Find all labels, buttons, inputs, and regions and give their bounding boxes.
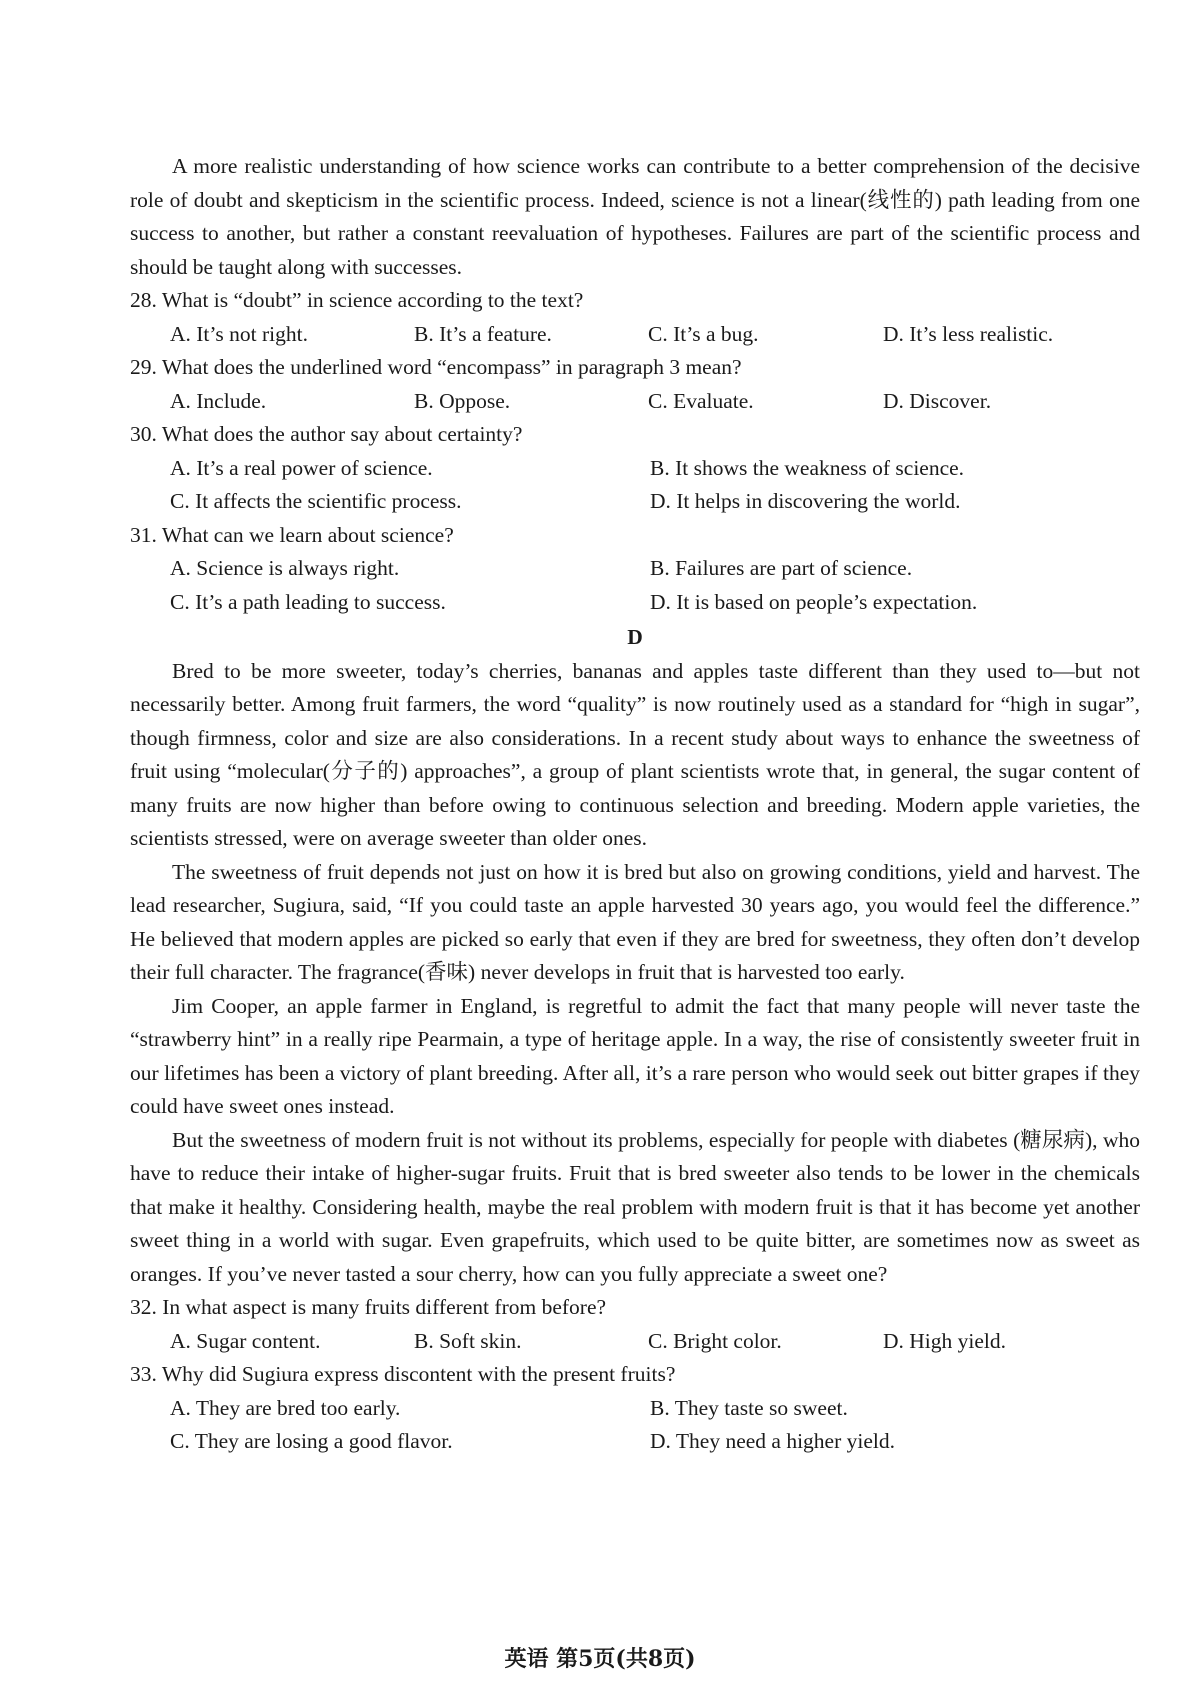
option-b: B. Failures are part of science. [650, 556, 913, 580]
question-stem: 28. What is “doubt” in science according to the text? [130, 288, 584, 312]
options-row [130, 385, 1140, 419]
options-grid [130, 1392, 1140, 1459]
option-c: C. Bright color. [648, 1328, 782, 1353]
question-33 [130, 1358, 1140, 1459]
option-a: A. They are bred too early. [170, 1395, 401, 1420]
option-c: C. It’s a path leading to success. [170, 589, 446, 614]
page-footer: 英语 第5页(共8页) [504, 1646, 696, 1672]
question-28 [130, 284, 1140, 351]
section-heading: D [627, 625, 643, 649]
question-stem: 30. What does the author say about certainty? [130, 422, 523, 446]
passage-paragraph: A more realistic understanding of how science works can contribute to a better comprehension of the decisive role of doubt and skepticism in the scientific process. Indeed, science is not a linear(线性的) path leading from one success to another, but rather a constant reevaluation of hypotheses. Failures are part of the scientific process and should be taught along with successes. [130, 154, 1140, 279]
options-grid [130, 452, 1140, 519]
option-a: A. It’s not right. [170, 321, 308, 346]
question-32 [130, 1291, 1140, 1358]
option-a: A. Include. [170, 388, 267, 413]
options-grid [130, 552, 1140, 619]
option-c: C. It’s a bug. [648, 321, 759, 346]
passage-paragraph: Jim Cooper, an apple farmer in England, is regretful to admit the fact that many people will never taste the “strawberry hint” in a really ripe Pearmain, a type of heritage apple. In a way, the rise of consistently sweeter fruit in our lifetimes has been a victory of plant breeding. After all, it’s a rare person who would seek out bitter grapes if they could have sweet ones instead. [130, 993, 1140, 1118]
option-d: D. They need a higher yield. [650, 1429, 895, 1453]
option-d: D. It’s less realistic. [883, 321, 1054, 346]
option-c: C. It affects the scientific process. [170, 489, 462, 513]
options-row [130, 1325, 1140, 1359]
option-b: B. Oppose. [414, 388, 511, 413]
option-d: D. High yield. [883, 1328, 1007, 1353]
option-b: B. It shows the weakness of science. [650, 455, 965, 480]
passage-paragraph: The sweetness of fruit depends not just on how it is bred but also on growing conditions, yield and harvest. The lead researcher, Sugiura, said, “If you could taste an apple harvested 30 years ago, you would feel the difference.” He believed that modern apples are picked so early that even if they are bred for sweetness, they often don’t develop their full character. The fragrance(香味) never develops in fruit that is harvested too early. [130, 859, 1140, 984]
question-stem: 29. What does the underlined word “encompass” in paragraph 3 mean? [130, 355, 742, 379]
option-a: A. Science is always right. [170, 556, 400, 580]
option-a: A. Sugar content. [170, 1328, 321, 1353]
option-c: C. Evaluate. [648, 388, 754, 413]
question-stem: 32. In what aspect is many fruits different from before? [130, 1295, 607, 1319]
option-d: D. It helps in discovering the world. [650, 489, 961, 513]
question-30 [130, 418, 1140, 519]
question-31 [130, 519, 1140, 620]
option-b: B. Soft skin. [414, 1328, 522, 1353]
question-29 [130, 351, 1140, 418]
option-c: C. They are losing a good flavor. [170, 1429, 453, 1453]
passage-paragraph: But the sweetness of modern fruit is not without its problems, especially for people with diabetes (糖尿病), who have to reduce their intake of higher-sugar fruits. Fruit that is bred sweeter also tends to be lower in the chemicals that make it healthy. Considering health, maybe the real problem with modern fruit is that it has become yet another sweet thing in a world with sugar. Even grapefruits, which used to be quite bitter, are sometimes now as sweet as oranges. If you’ve never tasted a sour cherry, how can you fully appreciate a sweet one? [130, 1127, 1140, 1286]
exam-page [130, 150, 1140, 1459]
passage-paragraph: Bred to be more sweeter, today’s cherries, bananas and apples taste different than they used to—but not necessarily better. Among fruit farmers, the word “quality” is now routinely used as a standard for “high in sugar”, though firmness, color and size are also considerations. In a recent study about ways to enhance the sweetness of fruit using “molecular(分子的) approaches”, a group of plant scientists wrote that, in general, the sugar content of many fruits are now higher than before owing to continuous selection and breeding. Modern apple varieties, the scientists stressed, were on average sweeter than older ones. [130, 658, 1140, 850]
option-b: B. They taste so sweet. [650, 1395, 848, 1420]
options-row [130, 318, 1140, 352]
question-stem: 33. Why did Sugiura express discontent with the present fruits? [130, 1362, 676, 1386]
option-a: A. It’s a real power of science. [170, 455, 433, 480]
question-stem: 31. What can we learn about science? [130, 522, 454, 547]
option-b: B. It’s a feature. [414, 321, 552, 346]
option-d: D. It is based on people’s expectation. [650, 589, 978, 614]
option-d: D. Discover. [883, 388, 992, 413]
